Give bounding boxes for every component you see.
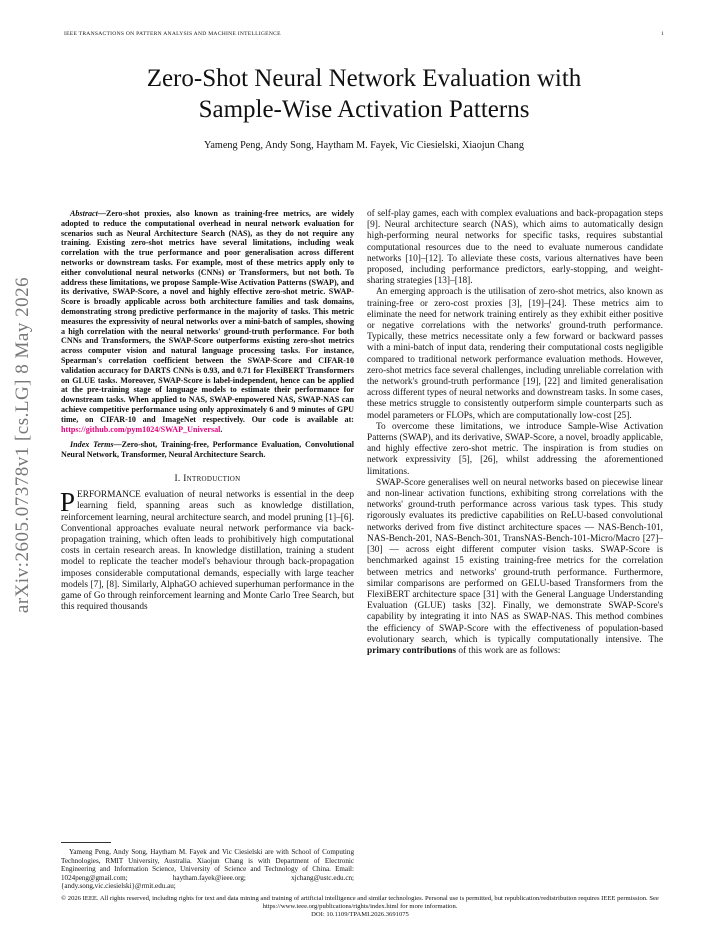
index-terms-text: —Zero-shot, Training-free, Performance Evaluation, Convolutional Neural Network, Transformer, Neural Architecture Search. [61,440,354,460]
intro-paragraph-1 [60,487,354,613]
section-heading-introduction [61,474,354,485]
doi-line: DOI: 10.1109/TPAMI.2026.3691075 [311,911,409,919]
arxiv-stamp [6,205,40,685]
index-terms [61,440,354,460]
footnote-text: Yameng Peng, Andy Song, Haytham M. Fayek and Vic Ciesielski are with School of Computing Technologies, RMIT University, Australia. Xiaojun Chang is with Department of Electronic Engineering and Information Science, University of Science and Technology of China. Email: 1024peng@gmail.com; haytham.fayek@ieee.org; xjchang@ustc.edu.cn; {andy.song,vic.ciesielski}@rmit.edu.au; [61,848,354,890]
drop-cap: P [60,487,76,518]
abstract-label: Abstract [70,209,98,218]
title-line-2: Sample-Wise Activation Patterns [198,96,530,123]
author-affiliation-footnote [61,848,354,891]
section-title: Introduction [183,473,241,484]
paper-title [64,63,664,125]
abstract [61,209,354,434]
index-terms-label: Index Terms [70,440,114,450]
footnote-rule [61,842,111,843]
intro-paragraph-3: An emerging approach is the utilisation of zero-shot metrics, also known as training-free or zero-cost proxies [3], [19]–[24]. These metrics aim to eliminate the need for network training entirely as they exhibit either positive or negative correlations with the networks' ground-truth performance. Typically, these metrics necessitate only a few forward or backward passes with a mini-batch of input data, rendering their computational costs negligible compared to traditional network performance evaluation methods. However, zero-shot metrics face several challenges, including unreliable correlation with the network's ground-truth performance [19], [22] and limited generalisation across different types of neural networks and downstream tasks. In some cases, these metrics struggle to consistently outperform simple counterparts such as model parameters or FLOPs, which are computationally low-cost [25]. [367,287,663,421]
running-header [64,31,664,37]
code-link[interactable]: https://github.com/pym1024/SWAP_Universal [61,424,221,434]
intro-paragraph-5 [367,478,663,657]
title-line-1: Zero-Shot Neural Network Evaluation with [146,65,582,92]
intro-paragraph-5-end: of this work are as follows: [456,645,561,656]
section-numeral: I. [174,473,184,484]
author-list: Yameng Peng, Andy Song, Haytham M. Fayek, Vic Ciesielski, Xiaojun Chang [204,140,524,151]
intro-paragraph-4: To overcome these limitations, we introduce Sample-Wise Activation Patterns (SWAP), and its derivative, SWAP-Score, a novel, broadly applicable, and highly effective zero-shot metric. The inspiration is from studies on network expressivity [5], [26], whilst addressing the aforementioned limitations. [367,421,663,477]
intro-paragraph-5-text: SWAP-Score generalises well on neural networks based on piecewise linear and non-linear activation functions, exhibiting strong correlations with the networks' ground-truth performance across various task types. This study rigorously evaluates its predictive capabilities on ReLU-based convolutional networks derived from five distinct architecture spaces — NAS-Bench-101, NAS-Bench-201, NAS-Bench-301, TransNAS-Bench-101-Micro/Macro [27]–[30] — across eight different computer vision tasks. SWAP-Score is benchmarked against 15 existing training-free metrics for the correlation between metrics and networks' ground-truth performance. Furthermore, similar comparisons are performed on GELU-based Transformers from the FlexiBERT architecture space [31] with the General Language Understanding Evaluation (GLUE) tasks [32]. Finally, we demonstrate SWAP-Score's capability by integrating it into NAS as SWAP-NAS. This method combines the efficiency of SWAP-Score with the effectiveness of population-based evolutionary search, which is typically computationally intensive. The [367,477,663,645]
intro-paragraph-2: of self-play games, each with complex evaluations and back-propagation steps [9]. Neural architecture search (NAS), which aims to automatically design high-performing neural networks for specific tasks, requires substantial computational resources due to the need to evaluate numerous candidate networks [10]–[12]. To alleviate these costs, various alternatives have been proposed, including performance predictors, early-stopping, and weight-sharing strategies [13]–[18]. [367,209,663,287]
right-column [367,209,663,657]
page-number: 1 [660,31,664,37]
abstract-text: —Zero-shot proxies, also known as training-free metrics, are widely adopted to reduce the computational overhead in neural network evaluation for scenarios such as Neural Architecture Search (NAS), as they do not require any training. Existing zero-shot metrics have several limitations, including weak correlation with the true performance and poor generalisation across different networks or downstream tasks. For example, most of these metrics apply only to either convolutional neural networks (CNNs) or Transformers, but not both. To address these limitations, we propose Sample-Wise Activation Patterns (SWAP), and its derivative, SWAP-Score, a novel and highly effective zero-shot metric. SWAP-Score is broadly applicable across both architecture families and task domains, demonstrating strong predictive performance in the majority of tasks. This metric measures the expressivity of neural networks over a mini-batch of samples, showing a high correlation with the neural networks' ground-truth performance. For both CNNs and Transformers, the SWAP-Score outperforms existing zero-shot metrics across computer vision and natural language processing tasks. For instance, Spearman's correlation coefficient between the SWAP-Score and CIFAR-10 validation accuracy for DARTS CNNs is 0.93, and 0.71 for FlexiBERT Transformers on GLUE tasks. Moreover, SWAP-Score is label-independent, hence can be applied at the pre-training stage of language models to estimate their performance for downstream tasks. When applied to NAS, SWAP-empowered NAS, SWAP-NAS can achieve competitive performance using only approximately 6 and 9 minutes of GPU time, on CIFAR-10 and ImageNet respectively. Our code is available at: [61,209,354,424]
intro-paragraph-1-text: ERFORMANCE evaluation of neural networks is essential in the deep learning field, spanning areas such as knowledge distillation, reinforcement learning, neural architecture search, and model pruning [1]–[6]. Conventional approaches evaluate neural network performance via back-propagation training, which often leads to prohibitively high computational costs in certain research areas. In knowledge distillation, training a student model to replicate the teacher model's behaviour through back-propagation imposes considerable computational demands, especially with large teacher models [7], [8]. Similarly, AlphaGO achieved superhuman performance in the game of Go through reinforcement learning and Monte Carlo Tree Search, but this required thousands [61,490,354,613]
abstract-end: . [220,424,223,434]
journal-name: IEEE TRANSACTIONS ON PATTERN ANALYSIS AND MACHINE INTELLIGENCE [64,31,281,37]
left-column [61,209,354,613]
primary-contributions-bold: primary contributions [367,645,457,656]
copyright-line: © 2026 IEEE. All rights reserved, including rights for text and data mining and training of artificial intelligence and similar technologies. Personal use is permitted, but republication/redistribution requires IEEE permission. See https://www.ieee.org/publications/rights/index.html for more information. [61,895,659,911]
arxiv-stamp-text: arXiv:2605.07378v1 [cs.LG] 8 May 2026 [12,276,33,614]
copyright-footer [30,895,690,920]
